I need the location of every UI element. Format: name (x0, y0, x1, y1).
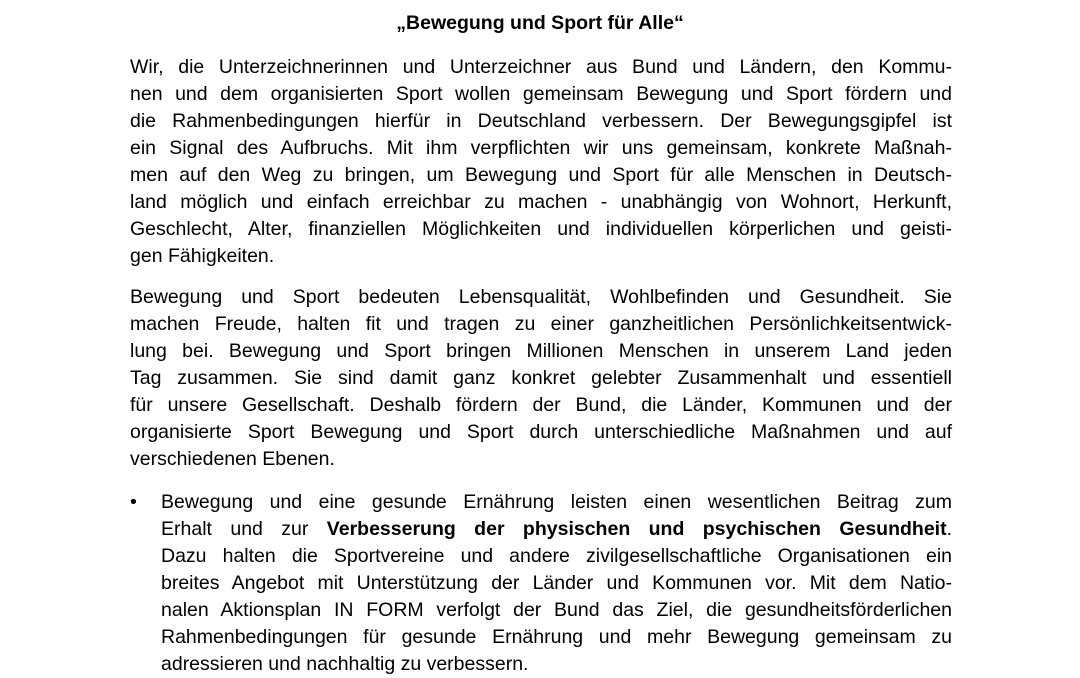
paragraph-line: men auf den Weg zu bringen, um Bewegung und Sport für alle Menschen in Deutsch- (130, 164, 952, 186)
paragraph-line: ein Signal des Aufbruchs. Mit ihm verpflichten wir uns gemeinsam, konkrete Maßnah- (130, 137, 952, 159)
bullet-line-text: Erhalt und zur (161, 518, 327, 540)
paragraph-line: Geschlecht, Alter, finanziellen Möglichkeiten und individuellen körperlichen und geisti- (130, 218, 952, 240)
paragraph-line: für unsere Gesellschaft. Deshalb fördern der Bund, die Länder, Kommunen und der (130, 394, 952, 416)
document-title: „Bewegung und Sport für Alle“ (396, 12, 684, 34)
bullet-line-text: . (946, 518, 952, 540)
bullet-line: breites Angebot mit Unterstützung der Länder und Kommunen vor. Mit dem Natio- (161, 572, 952, 594)
bullet-line (161, 516, 952, 543)
bullet-line: Rahmenbedingungen für gesunde Ernährung und mehr Bewegung gemeinsam zu (161, 626, 952, 648)
bullet-line: Bewegung und eine gesunde Ernährung leisten einen wesentlichen Beitrag zum (161, 491, 952, 513)
bullet-text (161, 489, 952, 678)
bullet-line: adressieren und nachhaltig zu verbessern. (161, 653, 529, 675)
paragraph-line: gen Fähigkeiten. (130, 245, 275, 267)
bold-emphasis: Verbesserung der physischen und psychischen Gesundheit (326, 518, 947, 540)
paragraph-line: Bewegung und Sport bedeuten Lebensqualität, Wohlbefinden und Gesundheit. Sie (130, 286, 952, 308)
paragraph-line: machen Freude, halten fit und tragen zu einer ganzheitlichen Persönlichkeitsentwick- (130, 313, 952, 335)
paragraph-line: lung bei. Bewegung und Sport bringen Millionen Menschen in unserem Land jeden (130, 340, 952, 362)
paragraph-1 (130, 54, 952, 270)
paragraph-line: verschiedenen Ebenen. (130, 448, 335, 470)
paragraph-line: nen und dem organisierten Sport wollen gemeinsam Bewegung und Sport fördern und (130, 83, 952, 105)
paragraph-line: Wir, die Unterzeichnerinnen und Unterzeichner aus Bund und Ländern, den Kommu- (130, 56, 952, 78)
bullet-line: nalen Aktionsplan IN FORM verfolgt der Bund das Ziel, die gesundheitsförderlichen (161, 599, 952, 621)
paragraph-line: Tag zusammen. Sie sind damit ganz konkret gelebter Zusammenhalt und essentiell (130, 367, 952, 389)
paragraph-line: die Rahmenbedingungen hierfür in Deutschland verbessern. Der Bewegungsgipfel ist (130, 110, 952, 132)
bullet-icon: • (130, 491, 137, 513)
paragraph-2 (130, 284, 952, 473)
bullet-line: Dazu halten die Sportvereine und andere zivilgesellschaftliche Organisationen ein (161, 545, 952, 567)
paragraph-line: land möglich und einfach erreichbar zu machen - unabhängig von Wohnort, Herkunft, (130, 191, 952, 213)
paragraph-line: organisierte Sport Bewegung und Sport durch unterschiedliche Maßnahmen und auf (130, 421, 952, 443)
